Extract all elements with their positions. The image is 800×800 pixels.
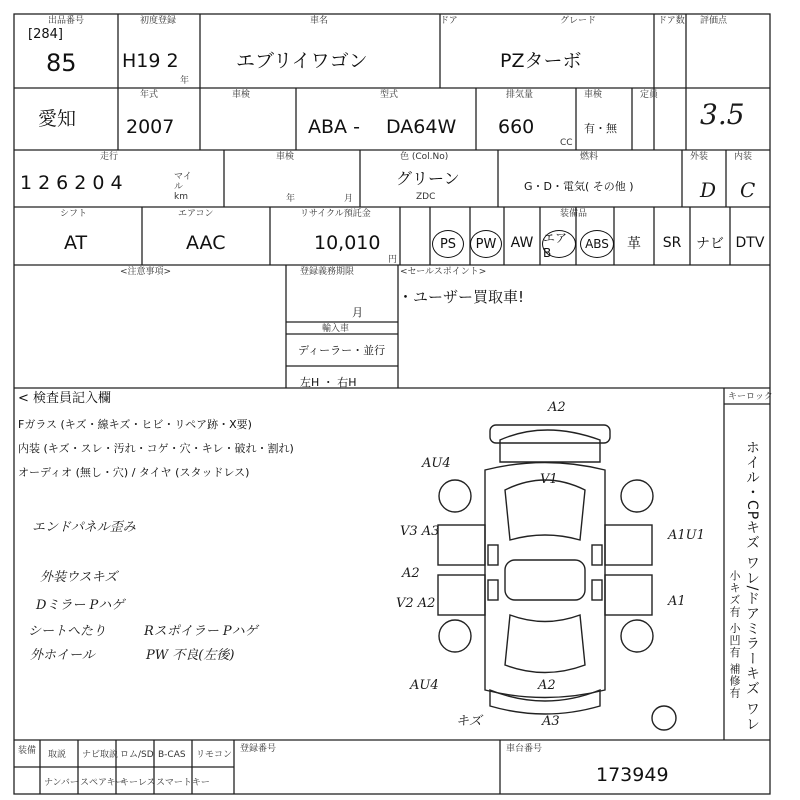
notes-label: <注意事項> bbox=[120, 267, 172, 277]
doors-label: ドア数 bbox=[658, 16, 685, 26]
body-type-label: 型式 bbox=[380, 90, 399, 100]
model-year-label: 年式 bbox=[140, 90, 159, 100]
cc-label: CC bbox=[560, 138, 573, 148]
first-reg-label: 初度登録 bbox=[140, 16, 177, 26]
mark-rear-left: AU4 bbox=[410, 678, 439, 693]
body-code: DA64W bbox=[386, 116, 457, 138]
score-label: 評価点 bbox=[700, 16, 728, 26]
import-side: 左H ・ 右H bbox=[300, 376, 357, 389]
reg-deadline-label: 登録義務期限 bbox=[300, 267, 355, 277]
hand-note-4: シートへたり bbox=[28, 624, 107, 639]
inspection-label: 車検 bbox=[584, 90, 603, 100]
displacement-label: 排気量 bbox=[506, 90, 534, 100]
color-label: 色 (Col.No) bbox=[400, 152, 449, 162]
hand-note-6: 外ホイール bbox=[30, 648, 95, 663]
mileage-label: 走行 bbox=[100, 152, 119, 162]
fuel-label: 燃料 bbox=[580, 152, 599, 162]
mark-rear: A2 bbox=[538, 678, 556, 693]
car-diagram bbox=[438, 425, 676, 730]
recycle-label: リサイクル預託金 bbox=[300, 209, 371, 219]
equip-sr: SR bbox=[662, 235, 682, 251]
hand-note-1: エンドパネル歪み bbox=[32, 520, 136, 535]
footer-number: ナンバー bbox=[44, 778, 79, 788]
body-prefix: ABA - bbox=[308, 116, 360, 138]
audio-note: オーディオ (無し・穴) / タイヤ (スタッドレス) bbox=[18, 466, 250, 479]
reg-expiry-label: 車検 bbox=[232, 90, 251, 100]
inspector-label: < 検査員記入欄 bbox=[18, 391, 112, 406]
shift-value: AT bbox=[64, 232, 88, 254]
aircon-label: エアコン bbox=[178, 209, 214, 219]
fuel-value: G・D・電気( その他 ) bbox=[524, 180, 634, 193]
interior-label: 内装 bbox=[734, 152, 753, 162]
mark-scratch: キズ bbox=[456, 714, 482, 729]
inspection-opt: 有・無 bbox=[584, 122, 617, 135]
lot-label: 出品番号 bbox=[48, 16, 85, 26]
interior-note: 内装 (キズ・スレ・汚れ・コゲ・穴・キレ・破れ・割れ) bbox=[18, 442, 294, 455]
car-insp-year-suffix: 年 bbox=[286, 194, 296, 204]
footer-navi-manual: ナビ取説 bbox=[82, 750, 119, 760]
first-reg-year-suffix: 年 bbox=[180, 76, 190, 86]
side-note: ホイル・CPキズ ワレ/ドアミラーキズ ワレ bbox=[744, 440, 760, 732]
region-value: 愛知 bbox=[38, 108, 77, 130]
footer-manual: 取説 bbox=[48, 750, 67, 760]
footer-spare-key: スペアキー bbox=[80, 778, 125, 788]
equip-ps: PS bbox=[432, 230, 464, 258]
glass-note: Fガラス (キズ・線キズ・ヒビ・リペア跡・X要) bbox=[18, 418, 252, 431]
import-dealer: ディーラー・並行 bbox=[298, 344, 386, 357]
car-insp-month-suffix: 月 bbox=[344, 194, 354, 204]
shift-label: シフト bbox=[60, 209, 88, 219]
recycle-value: 10,010 bbox=[314, 232, 381, 254]
recycle-yen: 円 bbox=[388, 255, 398, 265]
reg-deadline-month: 月 bbox=[352, 306, 363, 319]
mark-hood: V1 bbox=[540, 472, 558, 487]
lot-number: 85 bbox=[46, 49, 77, 77]
equip-pw: PW bbox=[470, 230, 502, 258]
grade-label: グレード bbox=[560, 16, 597, 26]
side-note-2: 小キズ有 小凹有 補修有 bbox=[728, 570, 741, 699]
interior-grade: C bbox=[740, 178, 756, 202]
car-name-label: 車名 bbox=[310, 16, 329, 26]
car-insp-label: 車検 bbox=[276, 152, 295, 162]
equip-navi: ナビ bbox=[696, 236, 724, 252]
mark-right-front: A1U1 bbox=[668, 528, 705, 543]
mark-right-rear: A1 bbox=[668, 594, 686, 609]
equip-abs: ABS bbox=[580, 230, 614, 258]
door-label: ドア bbox=[440, 16, 458, 26]
footer-remote: リモコン bbox=[196, 750, 233, 760]
grade-value: PZターボ bbox=[500, 50, 582, 72]
mark-left-mid: A2 bbox=[402, 566, 420, 581]
footer-smart-key: スマートキー bbox=[156, 778, 210, 788]
mileage-unit: マイル km bbox=[174, 172, 192, 202]
equip-dtv: DTV bbox=[735, 235, 765, 251]
hand-note-2: 外装ウスキズ bbox=[40, 570, 118, 585]
exterior-label: 外装 bbox=[690, 152, 709, 162]
color-code: ZDC bbox=[416, 192, 436, 202]
capacity-label: 定員 bbox=[640, 90, 659, 100]
mark-rear-bumper: A3 bbox=[542, 714, 560, 729]
lot-sub: [284] bbox=[28, 27, 63, 42]
displacement-value: 660 bbox=[498, 116, 535, 138]
exterior-grade: D bbox=[700, 178, 717, 202]
hand-note-5: Rスポイラー Pハゲ bbox=[144, 624, 258, 639]
equip-leather: 革 bbox=[627, 236, 641, 252]
footer-keyless: キーレス bbox=[120, 778, 156, 788]
mark-left-upper: V3 A3 bbox=[400, 524, 440, 539]
keylock-label: キーロック bbox=[728, 392, 773, 402]
score-value: 3.5 bbox=[700, 98, 745, 131]
model-year-value: 2007 bbox=[126, 116, 175, 138]
footer-bcas: B-CAS bbox=[158, 750, 186, 760]
equipment-label: 装備品 bbox=[560, 209, 588, 219]
aircon-value: AAC bbox=[186, 232, 226, 254]
mileage-value: 126204 bbox=[20, 172, 129, 194]
footer-side-label: 装備 bbox=[18, 746, 37, 756]
mark-left-lower: V2 A2 bbox=[396, 596, 436, 611]
sales-point-label: <セールスポイント> bbox=[400, 267, 487, 277]
import-label: 輸入車 bbox=[322, 324, 350, 334]
equip-airbag: エアB bbox=[542, 230, 576, 258]
first-reg-value: H19 2 bbox=[122, 50, 179, 72]
chassis-number: 173949 bbox=[596, 764, 669, 786]
hand-note-3: Dミラー Pハゲ bbox=[36, 598, 125, 613]
hand-note-7: PW 不良(左後) bbox=[146, 648, 235, 663]
footer-rom-sd: ロム/SD bbox=[120, 750, 154, 760]
sales-point-text: ・ユーザー買取車! bbox=[398, 288, 525, 306]
chassis-label: 車台番号 bbox=[506, 744, 543, 754]
equip-aw: AW bbox=[510, 235, 534, 251]
reg-no-label: 登録番号 bbox=[240, 744, 277, 754]
mark-front-left: AU4 bbox=[422, 456, 451, 471]
mark-front: A2 bbox=[548, 400, 566, 415]
car-name-value: エブリイワゴン bbox=[236, 50, 368, 72]
color-value: グリーン bbox=[396, 169, 460, 188]
